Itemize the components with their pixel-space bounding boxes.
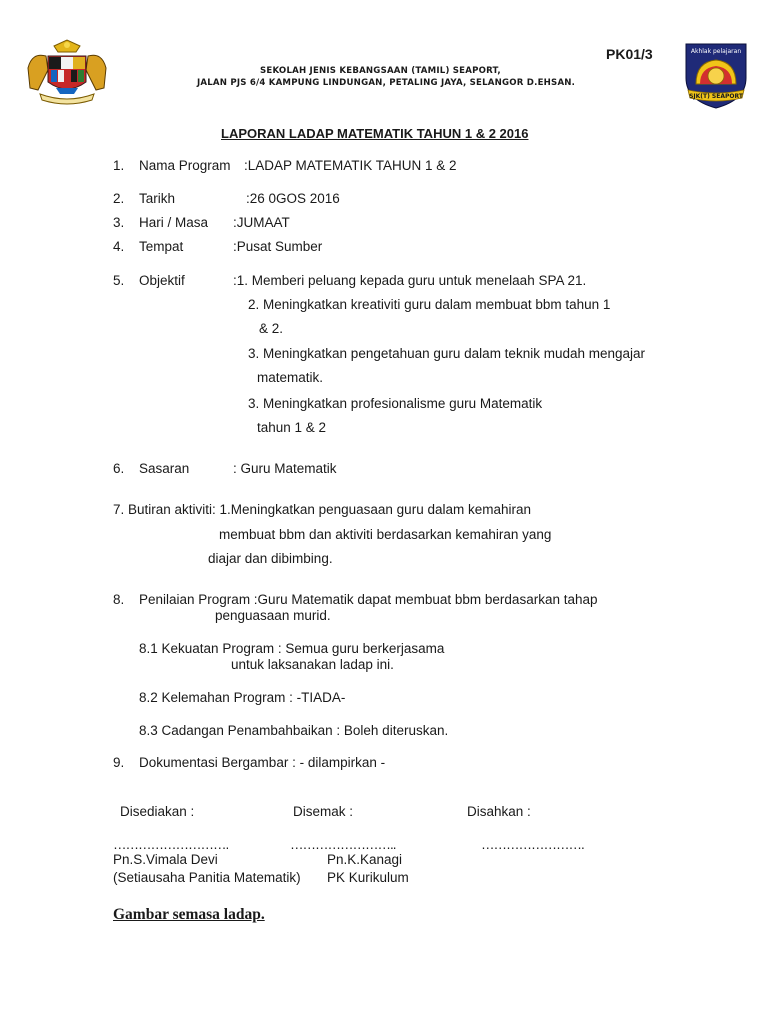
item-8-text: Penilaian Program :Guru Matematik dapat membuat bbm berdasarkan tahap	[139, 592, 598, 607]
preparer-role: (Setiausaha Panitia Matematik)	[113, 870, 301, 885]
logo-banner-text: SJK(T) SEAPORT	[689, 93, 743, 100]
item-1-number: 1.	[113, 158, 125, 173]
item-1-value: :LADAP MATEMATIK TAHUN 1 & 2	[244, 158, 457, 173]
item-4-label: Tempat	[139, 239, 184, 254]
coat-of-arms-logo	[18, 38, 116, 106]
item-8-1-line-1: 8.1 Kekuatan Program : Semua guru berkerjasama	[139, 641, 445, 656]
photo-section-caption: Gambar semasa ladap.	[113, 906, 265, 923]
item-6-number: 6.	[113, 461, 125, 476]
item-9-number: 9.	[113, 755, 125, 770]
checker-role: PK Kurikulum	[327, 870, 409, 885]
item-4-number: 4.	[113, 239, 125, 254]
preparer-name: Pn.S.Vimala Devi	[113, 852, 218, 867]
item-8-text-cont: penguasaan murid.	[215, 608, 331, 623]
item-3-value: :JUMAAT	[233, 215, 290, 230]
item-5-objective-4: 3. Meningkatkan profesionalisme guru Matematik	[248, 396, 543, 411]
school-logo	[680, 38, 752, 110]
item-6-label: Sasaran	[139, 461, 190, 476]
item-9-text: Dokumentasi Bergambar : - dilampirkan -	[139, 755, 386, 770]
logo-top-text: Akhlak pelajaran	[690, 48, 742, 55]
item-2-value: :26 0GOS 2016	[246, 191, 340, 206]
item-8-3: 8.3 Cadangan Penambahbaikan : Boleh diteruskan.	[139, 723, 449, 738]
item-7-line-3: diajar dan dibimbing.	[208, 551, 333, 566]
item-8-number: 8.	[113, 592, 125, 607]
report-title: LAPORAN LADAP MATEMATIK TAHUN 1 & 2 2016	[221, 126, 529, 141]
item-3-number: 3.	[113, 215, 125, 230]
item-5-number: 5.	[113, 273, 125, 288]
item-5-label: Objektif	[139, 273, 185, 288]
item-6-value: : Guru Matematik	[233, 461, 337, 476]
item-2-label: Tarikh	[139, 191, 176, 206]
item-4-value: :Pusat Sumber	[233, 239, 323, 254]
item-5-objective-3: 3. Meningkatkan pengetahuan guru dalam teknik mudah mengajar	[248, 346, 646, 361]
signature-line-checked: ……………………..	[290, 837, 396, 852]
item-5-objective-3-cont: matematik.	[257, 370, 324, 385]
signature-line-approved: …………………….	[481, 837, 584, 852]
item-5-value: :1. Memberi peluang kepada guru untuk menelaah SPA 21.	[233, 273, 587, 288]
item-2-number: 2.	[113, 191, 125, 206]
school-name-line: SEKOLAH JENIS KEBANGSAAN (TAMIL) SEAPORT,	[260, 66, 501, 76]
item-8-1-line-2: untuk laksanakan ladap ini.	[231, 657, 394, 672]
signature-line-prepared: ……………………….	[113, 837, 229, 852]
prepared-by-label: Disediakan :	[120, 804, 195, 819]
item-3-label: Hari / Masa	[139, 215, 209, 230]
item-1-label: Nama Program	[139, 158, 231, 173]
approved-by-label: Disahkan :	[467, 804, 531, 819]
school-address-line: JALAN PJS 6/4 KAMPUNG LINDUNGAN, PETALING JAYA, SELANGOR D.EHSAN.	[197, 78, 576, 88]
item-5-objective-4-cont: tahun 1 & 2	[257, 420, 327, 435]
item-7-line-2: membuat bbm dan aktiviti berdasarkan kemahiran yang	[219, 527, 552, 542]
item-5-objective-2-cont: & 2.	[259, 321, 284, 336]
item-5-objective-2: 2. Meningkatkan kreativiti guru dalam membuat bbm tahun 1	[248, 297, 611, 312]
checker-name: Pn.K.Kanagi	[327, 852, 403, 867]
checked-by-label: Disemak :	[293, 804, 354, 819]
document-code: PK01/3	[606, 46, 653, 62]
item-8-2: 8.2 Kelemahan Program : -TIADA-	[139, 690, 346, 705]
item-7-line-1: 7. Butiran aktiviti: 1.Meningkatkan penguasaan guru dalam kemahiran	[113, 502, 531, 517]
